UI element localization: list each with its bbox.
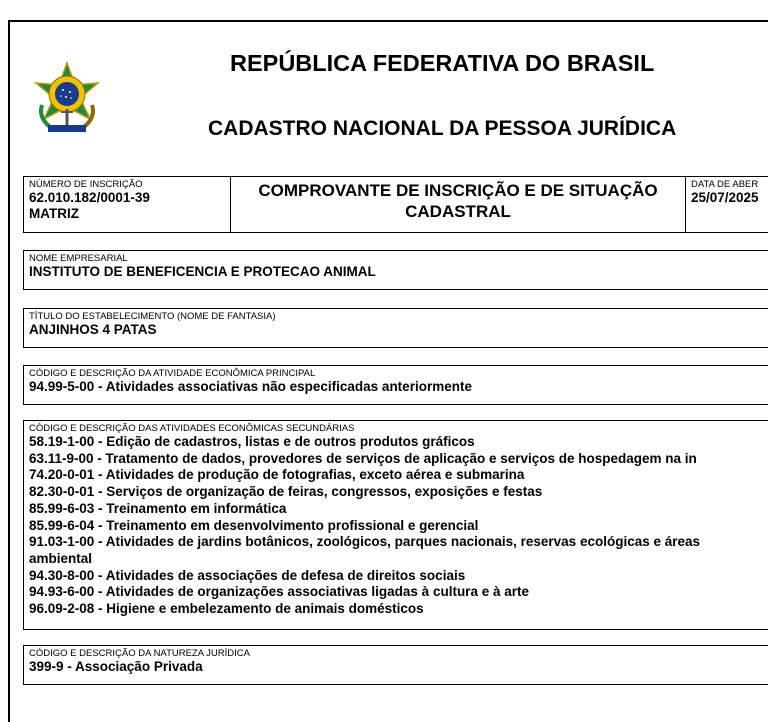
atividade-secundaria-item: 58.19-1-00 - Edição de cadastros, listas e de outros produtos gráficos	[29, 434, 475, 449]
atividades-secundarias-box	[23, 420, 768, 630]
nome-empresarial-box	[23, 250, 768, 290]
natureza-juridica-value: 399-9 - Associação Privada	[29, 659, 203, 674]
abertura-data: 25/07/2025	[691, 190, 759, 205]
atividade-principal-label: CÓDIGO E DESCRIÇÃO DA ATIVIDADE ECONÔMICA PRINCIPAL	[29, 368, 316, 379]
title-cadastro: CADASTRO NACIONAL DA PESSOA JURÍDICA	[208, 117, 677, 140]
atividade-principal-value: 94.99-5-00 - Atividades associativas não especificadas anteriormente	[29, 379, 472, 394]
nome-empresarial-label: NOME EMPRESARIAL	[29, 253, 128, 264]
inscricao-tipo: MATRIZ	[29, 206, 79, 221]
inscricao-box	[23, 176, 231, 233]
brazil-coat-of-arms-icon	[30, 61, 104, 137]
natureza-juridica-box	[23, 645, 768, 685]
atividade-secundaria-item: 85.99-6-04 - Treinamento em desenvolvimento profissional e gerencial	[29, 517, 479, 533]
titulo-estabelecimento-box	[23, 308, 768, 348]
atividade-secundaria-item: 63.11-9-00 - Tratamento de dados, provedores de serviços de aplicação e serviços de hospedagem na in	[29, 450, 697, 466]
nome-empresarial-value: INSTITUTO DE BENEFICENCIA E PROTECAO ANIMAL	[29, 264, 376, 279]
atividade-secundaria-item: 85.99-6-03 - Treinamento em informática	[29, 500, 287, 516]
atividades-secundarias-label: CÓDIGO E DESCRIÇÃO DAS ATIVIDADES ECONÔMICAS SECUNDÁRIAS	[29, 423, 355, 434]
atividade-secundaria-item: 91.03-1-00 - Atividades de jardins botânicos, zoológicos, parques nacionais, reservas ecológicas e áreas	[29, 534, 701, 550]
abertura-label: DATA DE ABER	[691, 179, 759, 190]
natureza-juridica-label: CÓDIGO E DESCRIÇÃO DA NATUREZA JURÍDICA	[29, 648, 250, 659]
atividade-secundaria-item: 74.20-0-01 - Atividades de produção de fotografias, exceto aérea e submarina	[29, 467, 525, 483]
comprovante-title-line2: CADASTRAL	[405, 202, 511, 221]
comprovante-box	[230, 176, 686, 233]
atividade-secundaria-item: 82.30-0-01 - Serviços de organização de feiras, congressos, exposições e festas	[29, 484, 543, 500]
atividade-principal-box	[23, 365, 768, 405]
inscricao-numero: 62.010.182/0001-39	[29, 190, 150, 205]
titulo-estabelecimento-value: ANJINHOS 4 PATAS	[29, 322, 157, 337]
title-republica: REPÚBLICA FEDERATIVA DO BRASIL	[230, 50, 655, 76]
atividade-secundaria-item: 94.30-8-00 - Atividades de associações de defesa de direitos sociais	[29, 567, 466, 583]
inscricao-label: NÚMERO DE INSCRIÇÃO	[29, 179, 143, 190]
atividade-secundaria-item: 96.09-2-08 - Higiene e embelezamento de animais domésticos	[29, 601, 424, 617]
titulo-estabelecimento-label: TÍTULO DO ESTABELECIMENTO (NOME DE FANTASIA)	[29, 311, 276, 322]
atividade-secundaria-item-continuation: ambiental	[29, 550, 93, 566]
abertura-box	[685, 176, 768, 233]
atividade-secundaria-item: 94.93-6-00 - Atividades de organizações associativas ligadas à cultura e à arte	[29, 584, 529, 600]
comprovante-title-line1: COMPROVANTE DE INSCRIÇÃO E DE SITUAÇÃO	[258, 181, 658, 200]
